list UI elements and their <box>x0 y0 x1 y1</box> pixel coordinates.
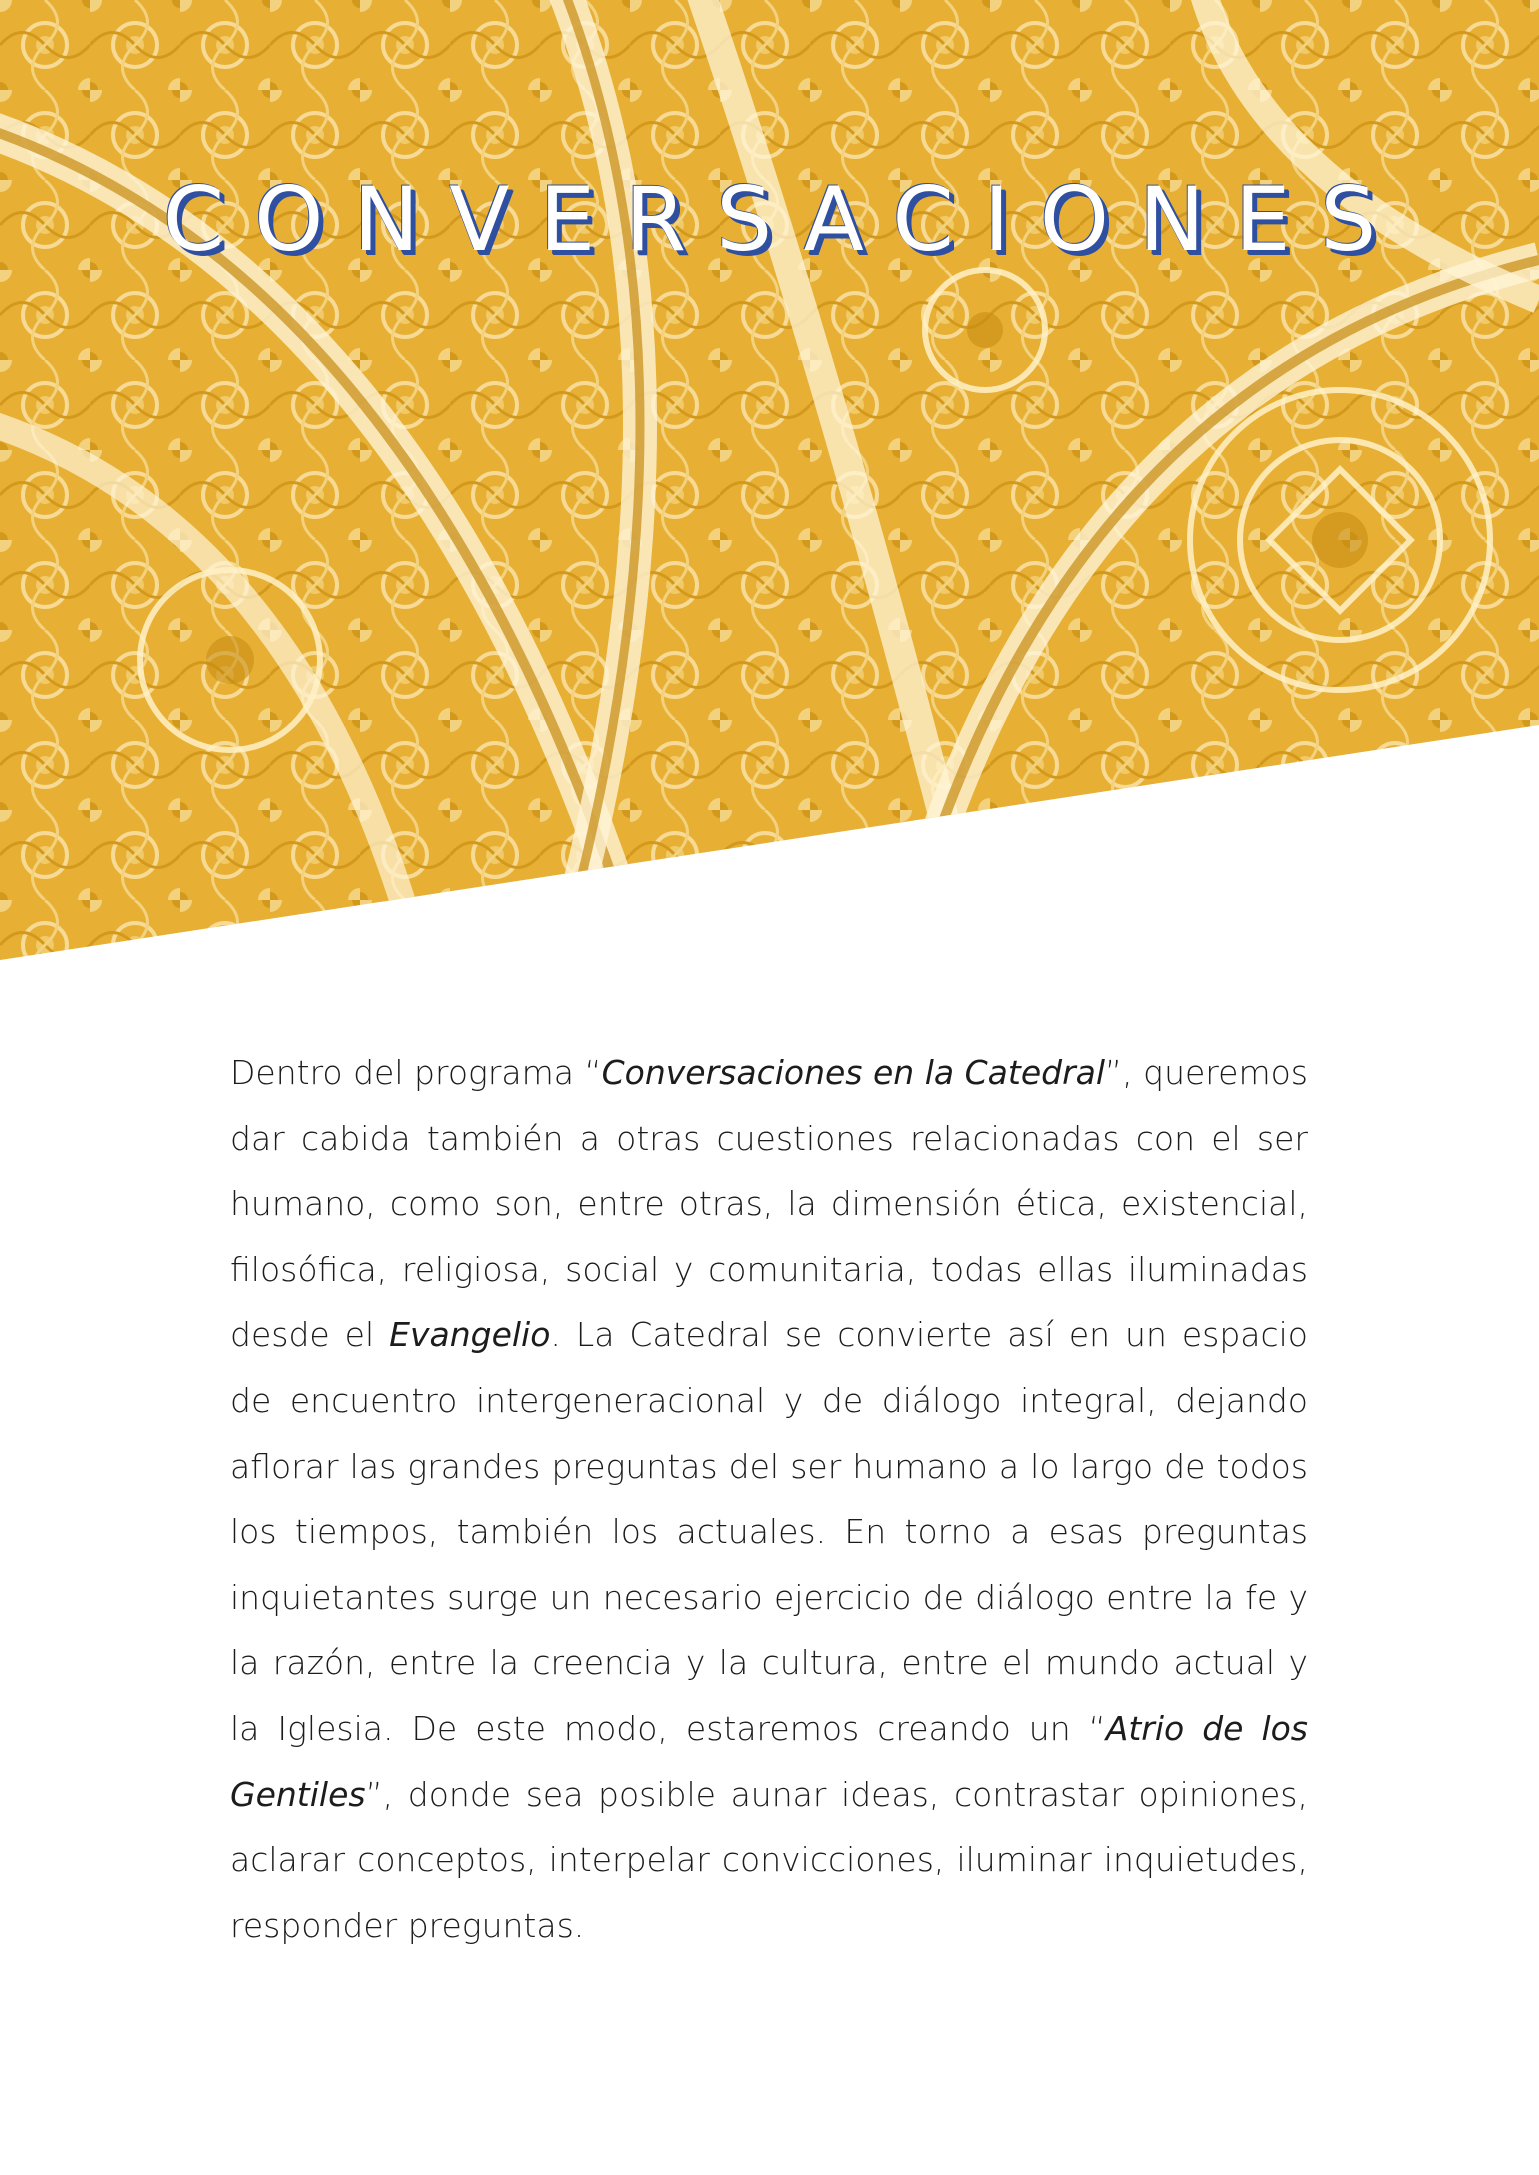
text-segment: ”, donde sea posible aunar ideas, contrastar opiniones, aclarar conceptos, interpelar convicciones, iluminar inquietudes, responder preguntas. <box>230 1774 1308 1945</box>
atrium-term: Atrio de los Gentiles <box>230 1708 1308 1814</box>
gospel-term: Evangelio <box>389 1315 551 1355</box>
header-banner-image <box>0 0 1539 960</box>
program-name: Conversaciones en la Catedral <box>601 1053 1106 1092</box>
page-title: CONVERSACIONES <box>162 168 1407 271</box>
intro-paragraph <box>230 1040 1308 1958</box>
text-segment: ”, queremos dar cabida también a otras cuestiones relacionadas con el ser humano, como son, entre otras, la dimensión ética, existencial, filosófica, religiosa, social y comunitaria, todas ellas iluminadas desde el <box>230 1053 1308 1355</box>
text-segment: Dentro del programa “ <box>230 1053 602 1092</box>
text-segment: . La Catedral se convierte así en un espacio de encuentro intergeneracional y de diálogo integral, dejando aflorar las grandes preguntas del ser humano a lo largo de todos los tiempos, también los actuales. En torno a esas preguntas inquietantes surge un necesario ejercicio de diálogo entre la fe y la razón, entre la creencia y la cultura, entre el mundo actual y la Iglesia. De este modo, estaremos creando un “ <box>230 1315 1308 1748</box>
